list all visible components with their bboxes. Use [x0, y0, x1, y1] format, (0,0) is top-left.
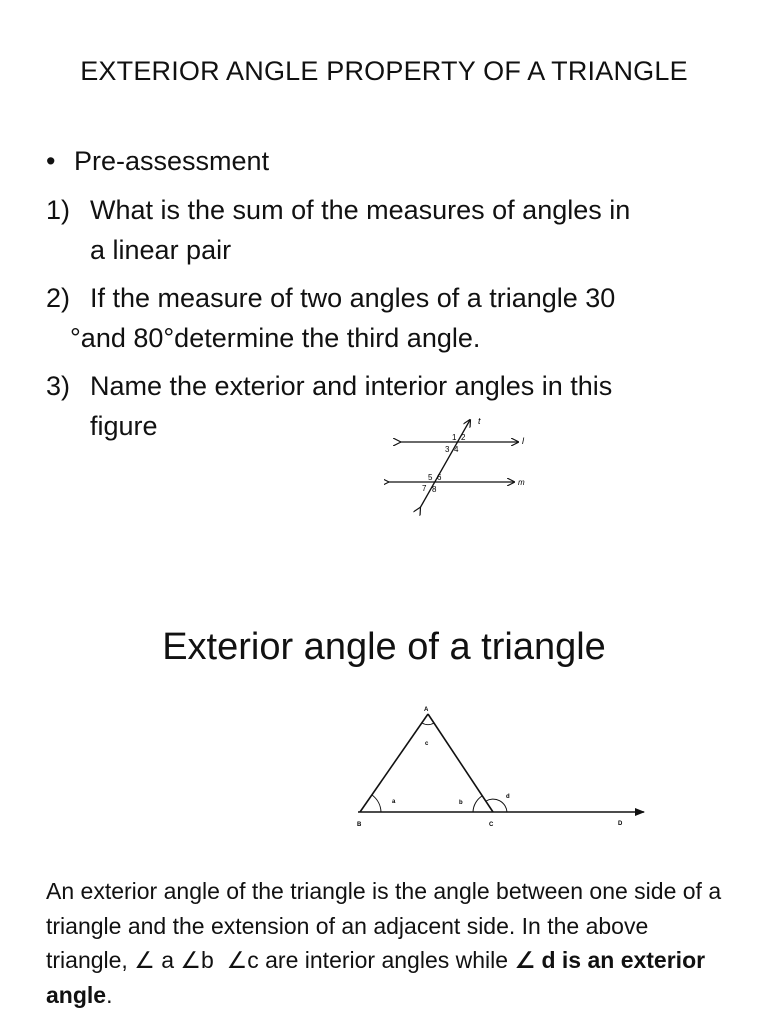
question-line: Name the exterior and interior angles in this [90, 371, 613, 401]
angle-a-symbol: ∠ a [134, 947, 175, 973]
question-text [70, 278, 730, 353]
angle-b-symbol: ∠b [180, 947, 214, 973]
angle-label-4: 4 [454, 445, 459, 454]
angle-label-d: d [506, 794, 510, 800]
question-number: 3) [46, 371, 71, 401]
arc-angle-a [372, 795, 381, 812]
angle-label-3: 3 [445, 445, 450, 454]
arc-angle-b [473, 796, 482, 812]
angle-label-a: a [392, 799, 396, 805]
parallel-lines-figure [384, 412, 544, 516]
vertex-label-b: B [357, 822, 362, 828]
angle-label-2: 2 [461, 433, 466, 442]
bullet-text: Pre-assessment [74, 146, 270, 176]
description-paragraph [46, 874, 726, 1012]
question-number: 1) [46, 195, 71, 225]
label-l: l [522, 436, 524, 446]
question-line: °and 80°determine the third angle. [70, 323, 481, 353]
exterior-angle-statement: ∠ d is an exterior angle [46, 947, 706, 1008]
angle-label-6: 6 [437, 473, 442, 482]
question-line: figure [90, 411, 158, 441]
arc-angle-c [422, 723, 434, 725]
question-line: What is the sum of the measures of angles in [90, 195, 631, 225]
slide-title: EXTERIOR ANGLE PROPERTY OF A TRIANGLE [80, 56, 688, 86]
question-line: a linear pair [90, 235, 232, 265]
side-ac [428, 714, 493, 812]
triangle-figure [350, 700, 660, 830]
vertex-label-c: C [489, 822, 494, 828]
vertex-label-a: A [424, 707, 429, 713]
pre-assessment-bullet [46, 146, 269, 177]
angle-c-symbol: ∠c [226, 947, 259, 973]
section-title: Exterior angle of a triangle [162, 626, 606, 668]
question-number: 2) [46, 283, 71, 313]
question-line: If the measure of two angles of a triangle 30 [90, 283, 616, 313]
angle-label-b: b [459, 800, 463, 806]
angle-label-c: c [425, 741, 429, 747]
description-text: are interior angles while [258, 947, 509, 973]
label-t: t [478, 416, 481, 426]
angle-label-8: 8 [432, 485, 437, 494]
angle-label-7: 7 [422, 484, 427, 493]
description-text: An exterior angle of the triangle is the angle between one side of a triangle and the extension of an adjacent side. In the above triangle, [46, 878, 722, 973]
description-end: . [106, 981, 113, 1008]
question-text [90, 190, 730, 270]
angle-label-5: 5 [428, 473, 433, 482]
bullet-dot: • [46, 146, 56, 176]
label-m: m [518, 478, 525, 487]
side-ab [360, 714, 428, 812]
angle-label-1: 1 [452, 433, 457, 442]
vertex-label-d: D [618, 821, 623, 827]
